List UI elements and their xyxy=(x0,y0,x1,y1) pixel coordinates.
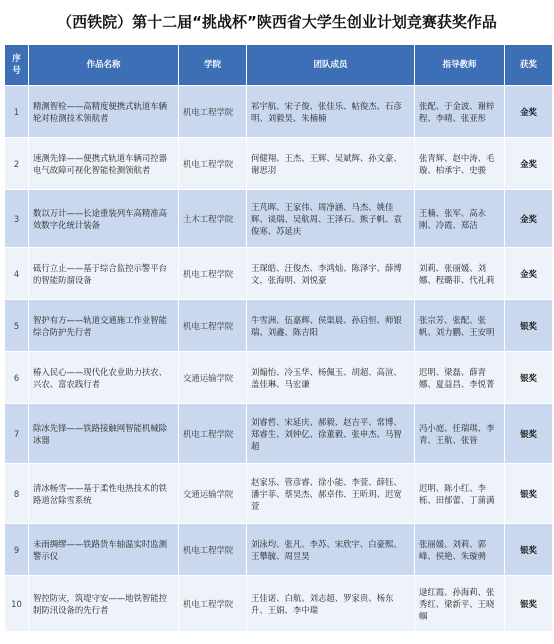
row-college: 交通运输学院 xyxy=(179,464,247,524)
header-college: 学院 xyxy=(179,45,247,86)
row-project: 数以万计——长途重装列车高精准高效数字化统计装备 xyxy=(29,190,179,248)
row-college: 机电工程学院 xyxy=(179,248,247,300)
row-members: 祁宇航、宋子俊、张佳乐、帖俊杰、石彦明、刘毅昊、朱楠楠 xyxy=(247,86,415,138)
table-row xyxy=(5,352,553,404)
row-advisors: 王楠、张军、高永刚、冷霞、郑洁 xyxy=(415,190,505,248)
row-award: 银奖 xyxy=(505,464,553,524)
row-college: 土木工程学院 xyxy=(179,190,247,248)
row-college: 机电工程学院 xyxy=(179,404,247,464)
row-project: 砥行立止——基于综合监控示警平台的智能防溜设备 xyxy=(29,248,179,300)
row-members: 刘泳均、张凡、李苏、宋欣宇、白豪熙、王攀毓、周昱昊 xyxy=(247,524,415,576)
row-project: 未雨绸缪——铁路货车轴温实时监测警示仪 xyxy=(29,524,179,576)
header-index: 序号 xyxy=(5,45,29,86)
row-advisors: 张丽媛、刘莉、郭峰、侯艳、朱璇骋 xyxy=(415,524,505,576)
row-project: 智控防灾，筑堤守安——地铁智能控制防汛设备的先行者 xyxy=(29,576,179,632)
table-row xyxy=(5,248,553,300)
row-index: 2 xyxy=(5,138,29,190)
row-award: 金奖 xyxy=(505,248,553,300)
row-index: 6 xyxy=(5,352,29,404)
row-college: 机电工程学院 xyxy=(179,576,247,632)
table-row xyxy=(5,404,553,464)
row-project: 智护有方——轨道交通施工作业智能综合防护先行者 xyxy=(29,300,179,352)
table-row xyxy=(5,86,553,138)
row-index: 1 xyxy=(5,86,29,138)
row-advisors: 迟明、陈小红、李栎、田郁蕾、丁蒲满 xyxy=(415,464,505,524)
table-row xyxy=(5,300,553,352)
header-advisors: 指导教师 xyxy=(415,45,505,86)
page-title: （西铁院）第十二届“挑战杯”陕西省大学生创业计划竞赛获奖作品 xyxy=(57,13,497,31)
row-award: 银奖 xyxy=(505,576,553,632)
row-advisors: 刘莉、张丽媛、刘娜、程璐菲、代礼莉 xyxy=(415,248,505,300)
row-advisors: 冯小庭、任瑞琪、李青、王航、张皆 xyxy=(415,404,505,464)
row-project: 精测智检——高精度便携式轨道车辆轮对检测技术领航者 xyxy=(29,86,179,138)
row-award: 金奖 xyxy=(505,190,553,248)
row-index: 5 xyxy=(5,300,29,352)
awards-table xyxy=(4,44,553,632)
row-advisors: 迟明、梁磊、薛青娜、夏益昌、李悦菁 xyxy=(415,352,505,404)
row-college: 机电工程学院 xyxy=(179,524,247,576)
row-members: 牛雪洲、伍嘉辉、侯渠晨、孙启恒、师银瑞、刘鑫、陈吉阳 xyxy=(247,300,415,352)
header-members: 团队成员 xyxy=(247,45,415,86)
row-index: 9 xyxy=(5,524,29,576)
table-row xyxy=(5,524,553,576)
row-members: 何健翔、王杰、王辉、吴斌辉、孙文豪、谢思羽 xyxy=(247,138,415,190)
row-project: 清冰畅雪——基于柔性电热技术的铁路道岔除雪系统 xyxy=(29,464,179,524)
row-index: 4 xyxy=(5,248,29,300)
row-award: 金奖 xyxy=(505,86,553,138)
row-award: 银奖 xyxy=(505,300,553,352)
row-index: 8 xyxy=(5,464,29,524)
row-project: 除冰先锋——铁路接触网智能机械除冰器 xyxy=(29,404,179,464)
row-members: 王佳诺、白航、刘志超、罗家贵、杨东升、王娟、李中瑞 xyxy=(247,576,415,632)
table-header-row xyxy=(5,45,553,86)
row-members: 赵家乐、管彦睿、徐小能、李萱、薛钰、潘宇菲、蔡昊杰、郝卓伟、王昕玥、迟宽萱 xyxy=(247,464,415,524)
row-members: 刘煽怡、冷玉华、杨佩玉、胡超、高渲、盖佳琳、马宏谦 xyxy=(247,352,415,404)
header-project: 作品名称 xyxy=(29,45,179,86)
table-row xyxy=(5,464,553,524)
row-college: 机电工程学院 xyxy=(179,86,247,138)
table-row xyxy=(5,576,553,632)
row-index: 7 xyxy=(5,404,29,464)
row-award: 银奖 xyxy=(505,524,553,576)
row-college: 机电工程学院 xyxy=(179,138,247,190)
row-advisors: 逯红霞、孙海莉、张秀红、梁新平、王晓帼 xyxy=(415,576,505,632)
table-row xyxy=(5,138,553,190)
row-project: 椿入民心——现代化农业助力扶农、兴农、富农践行者 xyxy=(29,352,179,404)
row-index: 10 xyxy=(5,576,29,632)
row-members: 王芃晖、王家伟、周净涵、马杰、姚佳辉、谈瑞、吴航周、王泽石、熊子帆、袁俊寒、苏延庆 xyxy=(247,190,415,248)
row-advisors: 张青辉、赵中涛、毛璇、柏承宇、史骏 xyxy=(415,138,505,190)
row-members: 王琛皓、汪俊杰、李鸿灿、陈泽宇、薛博文、张海明、刘悦豪 xyxy=(247,248,415,300)
row-index: 3 xyxy=(5,190,29,248)
row-award: 金奖 xyxy=(505,138,553,190)
row-advisors: 张配、于金波、谢梓程、李晴、张亚彤 xyxy=(415,86,505,138)
row-award: 银奖 xyxy=(505,352,553,404)
row-college: 交通运输学院 xyxy=(179,352,247,404)
row-college: 机电工程学院 xyxy=(179,300,247,352)
row-project: 速测先锋——便携式轨道车辆司控器电气故障可视化智能检测领航者 xyxy=(29,138,179,190)
row-members: 刘睿哲、宋延庆、郝毅、赵吉平、常博、郑睿生、刘钟亿、徐董毅、张申杰、马智超 xyxy=(247,404,415,464)
row-advisors: 张宗芳、张配、张帆、刘力鹏、王安明 xyxy=(415,300,505,352)
table-row xyxy=(5,190,553,248)
row-award: 银奖 xyxy=(505,404,553,464)
header-award: 获奖 xyxy=(505,45,553,86)
